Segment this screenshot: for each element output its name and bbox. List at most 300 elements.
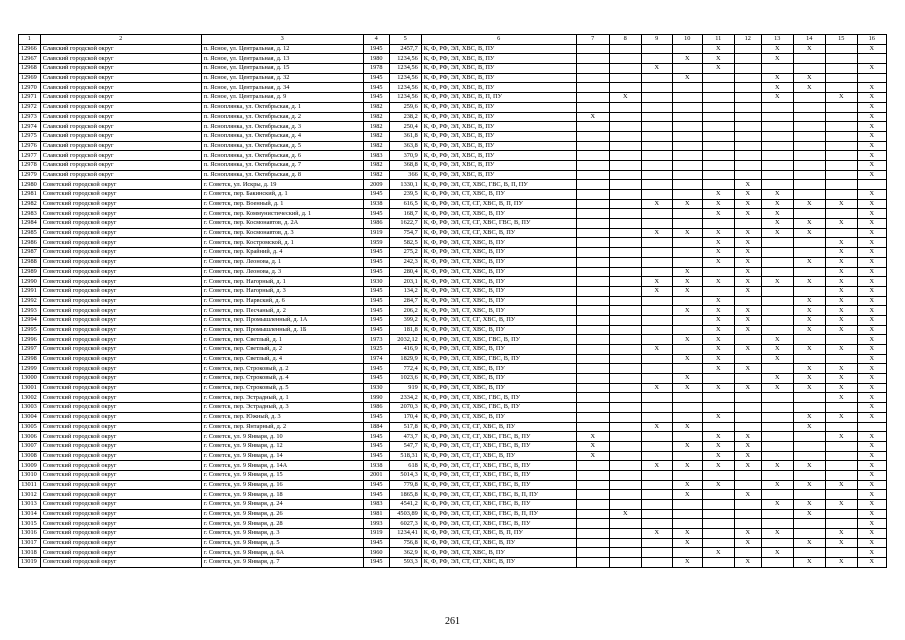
mark-cell-col-12: X [734, 383, 761, 393]
row-id-cell: 12990 [19, 277, 41, 287]
services-cell: К, Ф, РФ, ЭЛ, ХВС, В, ПУ [421, 170, 576, 180]
mark-cell-col-16: X [857, 325, 886, 335]
year-cell: 1982 [363, 141, 389, 151]
mark-cell-col-12 [734, 112, 761, 122]
services-cell: К, Ф, РФ, ЭЛ, СТ, СГ, ХВС, ГВС, В, ПУ [421, 500, 576, 510]
area-cell: 361,8 [389, 131, 421, 141]
year-cell: 1973 [363, 335, 389, 345]
mark-cell-col-13 [761, 315, 793, 325]
mark-cell-col-7 [576, 490, 609, 500]
mark-cell-col-10 [672, 141, 702, 151]
mark-cell-col-12: X [734, 451, 761, 461]
mark-cell-col-7 [576, 277, 609, 287]
address-cell: г. Советск, пер. Эстрадный, д. 1 [201, 393, 363, 403]
area-cell: 206,2 [389, 306, 421, 316]
row-id-cell: 12981 [19, 190, 41, 200]
row-id-cell: 12975 [19, 131, 41, 141]
mark-cell-col-15: X [825, 325, 857, 335]
year-cell: 1930 [363, 383, 389, 393]
area-cell: 181,8 [389, 325, 421, 335]
mark-cell-col-8 [609, 141, 641, 151]
mark-cell-col-12: X [734, 277, 761, 287]
mark-cell-col-7 [576, 315, 609, 325]
year-cell: 1978 [363, 64, 389, 74]
mark-cell-col-14: X [793, 374, 825, 384]
mark-cell-col-16 [857, 54, 886, 64]
area-cell: 1234,56 [389, 73, 421, 83]
services-cell: К, Ф, РФ, ЭЛ, СТ, ХВС, В, ПУ [421, 257, 576, 267]
mark-cell-col-15: X [825, 306, 857, 316]
mark-cell-col-7 [576, 102, 609, 112]
year-cell: 1983 [363, 151, 389, 161]
table-row [19, 364, 887, 374]
services-cell: К, Ф, РФ, ЭЛ, СТ, СГ, ХВС, ГВС, В, ПУ [421, 470, 576, 480]
mark-cell-col-8 [609, 374, 641, 384]
mark-cell-col-13 [761, 538, 793, 548]
mark-cell-col-10: X [672, 277, 702, 287]
mark-cell-col-9: X [641, 461, 672, 471]
year-cell: 1945 [363, 248, 389, 258]
area-cell: 366 [389, 170, 421, 180]
table-row [19, 374, 887, 384]
mark-cell-col-10 [672, 170, 702, 180]
mark-cell-col-8 [609, 354, 641, 364]
mark-cell-col-10 [672, 44, 702, 54]
mark-cell-col-7 [576, 199, 609, 209]
area-cell: 772,4 [389, 364, 421, 374]
services-cell: К, Ф, РФ, ЭЛ, СТ, СГ, ХВС, ГВС, В, ПУ [421, 519, 576, 529]
area-cell: 618 [389, 461, 421, 471]
mark-cell-col-11: X [702, 345, 734, 355]
area-cell: 2032,12 [389, 335, 421, 345]
mark-cell-col-8 [609, 267, 641, 277]
address-cell: г. Советск, пер. Промышленный, д. 1А [201, 315, 363, 325]
mark-cell-col-9: X [641, 199, 672, 209]
mark-cell-col-10 [672, 209, 702, 219]
mark-cell-col-9 [641, 470, 672, 480]
mark-cell-col-12: X [734, 345, 761, 355]
services-cell: К, Ф, РФ, ЭЛ, ХВС, В, ПУ [421, 131, 576, 141]
services-cell: К, Ф, РФ, ЭЛ, СТ, ХВС, В, ПУ [421, 209, 576, 219]
mark-cell-col-8 [609, 529, 641, 539]
mark-cell-col-8 [609, 470, 641, 480]
mark-cell-col-12: X [734, 199, 761, 209]
municipality-cell: Славский городской округ [40, 64, 201, 74]
mark-cell-col-13: X [761, 93, 793, 103]
mark-cell-col-8 [609, 306, 641, 316]
mark-cell-col-9 [641, 190, 672, 200]
services-cell: К, Ф, РФ, ЭЛ, СТ, СГ, ХВС, ГВС, В, ПУ [421, 480, 576, 490]
mark-cell-col-16 [857, 180, 886, 190]
services-cell: К, Ф, РФ, ЭЛ, СТ, ХВС, В, ПУ [421, 296, 576, 306]
row-id-cell: 12970 [19, 83, 41, 93]
address-cell: г. Советск, пер. Военный, д. 1 [201, 199, 363, 209]
mark-cell-col-8: X [609, 509, 641, 519]
table-row [19, 325, 887, 335]
table-row [19, 54, 887, 64]
address-cell: г. Советск, ул. 9 Января, д. 16 [201, 480, 363, 490]
mark-cell-col-13 [761, 151, 793, 161]
mark-cell-col-8 [609, 219, 641, 229]
row-id-cell: 12991 [19, 286, 41, 296]
mark-cell-col-15 [825, 112, 857, 122]
mark-cell-col-14 [793, 490, 825, 500]
mark-cell-col-7 [576, 374, 609, 384]
mark-cell-col-16: X [857, 93, 886, 103]
mark-cell-col-14: X [793, 315, 825, 325]
row-id-cell: 12984 [19, 219, 41, 229]
year-cell: 1945 [363, 93, 389, 103]
services-cell: К, Ф, РФ, ЭЛ, СТ, СГ, ХВС, В, ПУ [421, 451, 576, 461]
mark-cell-col-8 [609, 199, 641, 209]
mark-cell-col-14 [793, 335, 825, 345]
mark-cell-col-8 [609, 432, 641, 442]
municipality-cell: Советский городской округ [40, 228, 201, 238]
municipality-cell: Советский городской округ [40, 180, 201, 190]
table-row [19, 199, 887, 209]
mark-cell-col-16: X [857, 286, 886, 296]
mark-cell-col-11: X [702, 335, 734, 345]
mark-cell-col-12: X [734, 441, 761, 451]
mark-cell-col-9 [641, 441, 672, 451]
address-cell: п. Ясное, ул. Центральная, д. 13 [201, 54, 363, 64]
mark-cell-col-15: X [825, 93, 857, 103]
row-id-cell: 12971 [19, 93, 41, 103]
mark-cell-col-14 [793, 403, 825, 413]
mark-cell-col-7 [576, 219, 609, 229]
mark-cell-col-7 [576, 296, 609, 306]
table-row [19, 509, 887, 519]
row-id-cell: 13004 [19, 412, 41, 422]
mark-cell-col-12: X [734, 180, 761, 190]
mark-cell-col-7 [576, 93, 609, 103]
area-cell: 362,9 [389, 548, 421, 558]
mark-cell-col-11: X [702, 54, 734, 64]
mark-cell-col-11: X [702, 238, 734, 248]
address-cell: г. Советск, пер. Строковый, д. 5 [201, 383, 363, 393]
address-cell: г. Советск, пер. Нагорный, д. 1 [201, 277, 363, 287]
table-row [19, 558, 887, 568]
mark-cell-col-8 [609, 209, 641, 219]
mark-cell-col-16 [857, 73, 886, 83]
area-cell: 238,2 [389, 112, 421, 122]
mark-cell-col-7 [576, 354, 609, 364]
mark-cell-col-13: X [761, 529, 793, 539]
mark-cell-col-8 [609, 257, 641, 267]
mark-cell-col-9 [641, 432, 672, 442]
mark-cell-col-11: X [702, 432, 734, 442]
mark-cell-col-7: X [576, 432, 609, 442]
mark-cell-col-12 [734, 170, 761, 180]
mark-cell-col-13 [761, 170, 793, 180]
mark-cell-col-16: X [857, 461, 886, 471]
mark-cell-col-9 [641, 44, 672, 54]
mark-cell-col-16: X [857, 151, 886, 161]
mark-cell-col-16: X [857, 122, 886, 132]
mark-cell-col-16: X [857, 374, 886, 384]
mark-cell-col-12 [734, 480, 761, 490]
mark-cell-col-13: X [761, 209, 793, 219]
mark-cell-col-8 [609, 422, 641, 432]
mark-cell-col-11 [702, 151, 734, 161]
services-cell: К, Ф, РФ, ЭЛ, ХВС, В, ПУ [421, 112, 576, 122]
address-cell: г. Советск, пер. Космонавтов, д. 3 [201, 228, 363, 238]
mark-cell-col-10 [672, 238, 702, 248]
mark-cell-col-10: X [672, 335, 702, 345]
mark-cell-col-12 [734, 470, 761, 480]
mark-cell-col-9: X [641, 228, 672, 238]
column-number-header: 6 [421, 35, 576, 45]
year-cell: 1938 [363, 199, 389, 209]
mark-cell-col-10: X [672, 54, 702, 64]
table-row [19, 393, 887, 403]
mark-cell-col-9 [641, 548, 672, 558]
municipality-cell: Советский городской округ [40, 325, 201, 335]
mark-cell-col-10: X [672, 538, 702, 548]
row-id-cell: 13011 [19, 480, 41, 490]
mark-cell-col-11 [702, 170, 734, 180]
mark-cell-col-12: X [734, 267, 761, 277]
mark-cell-col-11: X [702, 44, 734, 54]
address-cell: г. Советск, пер. Песчаный, д. 2 [201, 306, 363, 316]
address-cell: г. Советск, ул. 9 Января, д. 24 [201, 500, 363, 510]
mark-cell-col-10 [672, 93, 702, 103]
mark-cell-col-10 [672, 345, 702, 355]
mark-cell-col-16: X [857, 364, 886, 374]
mark-cell-col-10 [672, 64, 702, 74]
mark-cell-col-13: X [761, 461, 793, 471]
mark-cell-col-16: X [857, 199, 886, 209]
row-id-cell: 12966 [19, 44, 41, 54]
mark-cell-col-7 [576, 141, 609, 151]
area-cell: 242,3 [389, 257, 421, 267]
mark-cell-col-12 [734, 335, 761, 345]
mark-cell-col-7 [576, 558, 609, 568]
mark-cell-col-14 [793, 248, 825, 258]
mark-cell-col-15 [825, 151, 857, 161]
mark-cell-col-15 [825, 83, 857, 93]
mark-cell-col-14 [793, 432, 825, 442]
year-cell: 1945 [363, 538, 389, 548]
mark-cell-col-10: X [672, 267, 702, 277]
mark-cell-col-8 [609, 558, 641, 568]
table-row [19, 190, 887, 200]
row-id-cell: 13015 [19, 519, 41, 529]
year-cell: 1960 [363, 548, 389, 558]
mark-cell-col-15: X [825, 238, 857, 248]
address-cell: г. Советск, ул. 9 Января, д. 14А [201, 461, 363, 471]
year-cell: 1986 [363, 219, 389, 229]
services-cell: К, Ф, РФ, ЭЛ, СТ, СГ, ХВС, ГВС, В, ПУ [421, 432, 576, 442]
municipality-cell: Советский городской округ [40, 441, 201, 451]
table-row [19, 93, 887, 103]
mark-cell-col-15: X [825, 199, 857, 209]
services-cell: К, Ф, РФ, ЭЛ, СТ, ХВС, В, ПУ [421, 364, 576, 374]
mark-cell-col-11: X [702, 315, 734, 325]
area-cell: 399,2 [389, 315, 421, 325]
column-number-header: 13 [761, 35, 793, 45]
column-number-header: 7 [576, 35, 609, 45]
address-cell: г. Советск, пер. Светлый, д. 4 [201, 354, 363, 364]
mark-cell-col-9 [641, 219, 672, 229]
mark-cell-col-11: X [702, 277, 734, 287]
mark-cell-col-7 [576, 383, 609, 393]
municipality-cell: Советский городской округ [40, 257, 201, 267]
mark-cell-col-12 [734, 509, 761, 519]
mark-cell-col-13: X [761, 228, 793, 238]
municipality-cell: Советский городской округ [40, 383, 201, 393]
mark-cell-col-10 [672, 160, 702, 170]
mark-cell-col-10 [672, 83, 702, 93]
mark-cell-col-16: X [857, 83, 886, 93]
municipality-cell: Советский городской округ [40, 558, 201, 568]
mark-cell-col-13 [761, 306, 793, 316]
year-cell: 1990 [363, 393, 389, 403]
table-row [19, 403, 887, 413]
table-row [19, 315, 887, 325]
mark-cell-col-16: X [857, 219, 886, 229]
mark-cell-col-11: X [702, 209, 734, 219]
mark-cell-col-14 [793, 151, 825, 161]
row-id-cell: 13016 [19, 529, 41, 539]
mark-cell-col-15: X [825, 480, 857, 490]
mark-cell-col-10 [672, 257, 702, 267]
mark-cell-col-15: X [825, 286, 857, 296]
mark-cell-col-11: X [702, 257, 734, 267]
area-cell: 1234,56 [389, 93, 421, 103]
mark-cell-col-7 [576, 257, 609, 267]
services-cell: К, Ф, РФ, ЭЛ, СТ, ХВС, В, ПУ [421, 374, 576, 384]
mark-cell-col-11 [702, 490, 734, 500]
mark-cell-col-13 [761, 519, 793, 529]
table-row [19, 296, 887, 306]
mark-cell-col-13: X [761, 277, 793, 287]
mark-cell-col-9 [641, 112, 672, 122]
mark-cell-col-14 [793, 470, 825, 480]
mark-cell-col-7 [576, 500, 609, 510]
mark-cell-col-16: X [857, 209, 886, 219]
mark-cell-col-15 [825, 209, 857, 219]
page-number: 261 [445, 616, 460, 627]
mark-cell-col-16: X [857, 170, 886, 180]
services-cell: К, Ф, РФ, ЭЛ, ХВС, В, ПУ [421, 54, 576, 64]
table-row [19, 122, 887, 132]
mark-cell-col-13: X [761, 54, 793, 64]
services-cell: К, Ф, РФ, ЭЛ, ХВС, В, ПУ [421, 73, 576, 83]
mark-cell-col-16: X [857, 131, 886, 141]
register-sheet [18, 34, 887, 568]
address-cell: г. Советск, пер. Нагорный, д. 3 [201, 286, 363, 296]
address-cell: г. Советск, пер. Строковый, д. 4 [201, 374, 363, 384]
row-id-cell: 12986 [19, 238, 41, 248]
mark-cell-col-8 [609, 131, 641, 141]
area-cell: 517,8 [389, 422, 421, 432]
mark-cell-col-16: X [857, 190, 886, 200]
mark-cell-col-15 [825, 131, 857, 141]
services-cell: К, Ф, РФ, ЭЛ, СТ, ХВС, В, ПУ [421, 277, 576, 287]
mark-cell-col-15 [825, 403, 857, 413]
mark-cell-col-10: X [672, 461, 702, 471]
address-cell: г. Советск, пер. Янтарный, д. 2 [201, 422, 363, 432]
year-cell: 1945 [363, 451, 389, 461]
municipality-cell: Советский городской округ [40, 451, 201, 461]
address-cell: г. Советск, пер. Крайний, д. 4 [201, 248, 363, 258]
services-cell: К, Ф, РФ, ЭЛ, СТ, СГ, ХВС, ГВС, В, П, ПУ [421, 490, 576, 500]
municipality-cell: Славский городской округ [40, 141, 201, 151]
mark-cell-col-9 [641, 335, 672, 345]
area-cell: 259,6 [389, 102, 421, 112]
mark-cell-col-15: X [825, 219, 857, 229]
row-id-cell: 12997 [19, 345, 41, 355]
mark-cell-col-13 [761, 180, 793, 190]
mark-cell-col-16: X [857, 383, 886, 393]
mark-cell-col-10 [672, 131, 702, 141]
mark-cell-col-14: X [793, 306, 825, 316]
mark-cell-col-16: X [857, 257, 886, 267]
mark-cell-col-15 [825, 44, 857, 54]
year-cell: 1945 [363, 83, 389, 93]
row-id-cell: 12987 [19, 248, 41, 258]
mark-cell-col-14: X [793, 228, 825, 238]
municipality-cell: Советский городской округ [40, 315, 201, 325]
mark-cell-col-8 [609, 441, 641, 451]
mark-cell-col-12 [734, 102, 761, 112]
mark-cell-col-7 [576, 73, 609, 83]
table-row [19, 500, 887, 510]
address-cell: п. Ясное, ул. Центральная, д. 9 [201, 93, 363, 103]
mark-cell-col-9 [641, 209, 672, 219]
mark-cell-col-12: X [734, 315, 761, 325]
row-id-cell: 12973 [19, 112, 41, 122]
mark-cell-col-16: X [857, 480, 886, 490]
mark-cell-col-12 [734, 500, 761, 510]
mark-cell-col-15 [825, 170, 857, 180]
mark-cell-col-14 [793, 112, 825, 122]
area-cell: 616,5 [389, 199, 421, 209]
year-cell: 1925 [363, 345, 389, 355]
year-cell: 1993 [363, 519, 389, 529]
mark-cell-col-14 [793, 519, 825, 529]
table-row [19, 131, 887, 141]
area-cell: 134,2 [389, 286, 421, 296]
mark-cell-col-8 [609, 180, 641, 190]
area-cell: 368,8 [389, 160, 421, 170]
municipality-cell: Советский городской округ [40, 538, 201, 548]
area-cell: 275,2 [389, 248, 421, 258]
mark-cell-col-13 [761, 509, 793, 519]
mark-cell-col-7 [576, 248, 609, 258]
mark-cell-col-12: X [734, 364, 761, 374]
mark-cell-col-9 [641, 480, 672, 490]
mark-cell-col-14 [793, 54, 825, 64]
mark-cell-col-11 [702, 122, 734, 132]
mark-cell-col-7 [576, 83, 609, 93]
address-cell: п. Ясноплянка, ул. Октябрьская, д. 2 [201, 112, 363, 122]
mark-cell-col-8 [609, 44, 641, 54]
mark-cell-col-10: X [672, 441, 702, 451]
mark-cell-col-11 [702, 393, 734, 403]
mark-cell-col-14 [793, 180, 825, 190]
row-id-cell: 13017 [19, 538, 41, 548]
year-cell: 1986 [363, 403, 389, 413]
mark-cell-col-15: X [825, 257, 857, 267]
mark-cell-col-9 [641, 151, 672, 161]
mark-cell-col-7 [576, 325, 609, 335]
mark-cell-col-15 [825, 141, 857, 151]
mark-cell-col-9 [641, 412, 672, 422]
mark-cell-col-14: X [793, 325, 825, 335]
mark-cell-col-11 [702, 470, 734, 480]
